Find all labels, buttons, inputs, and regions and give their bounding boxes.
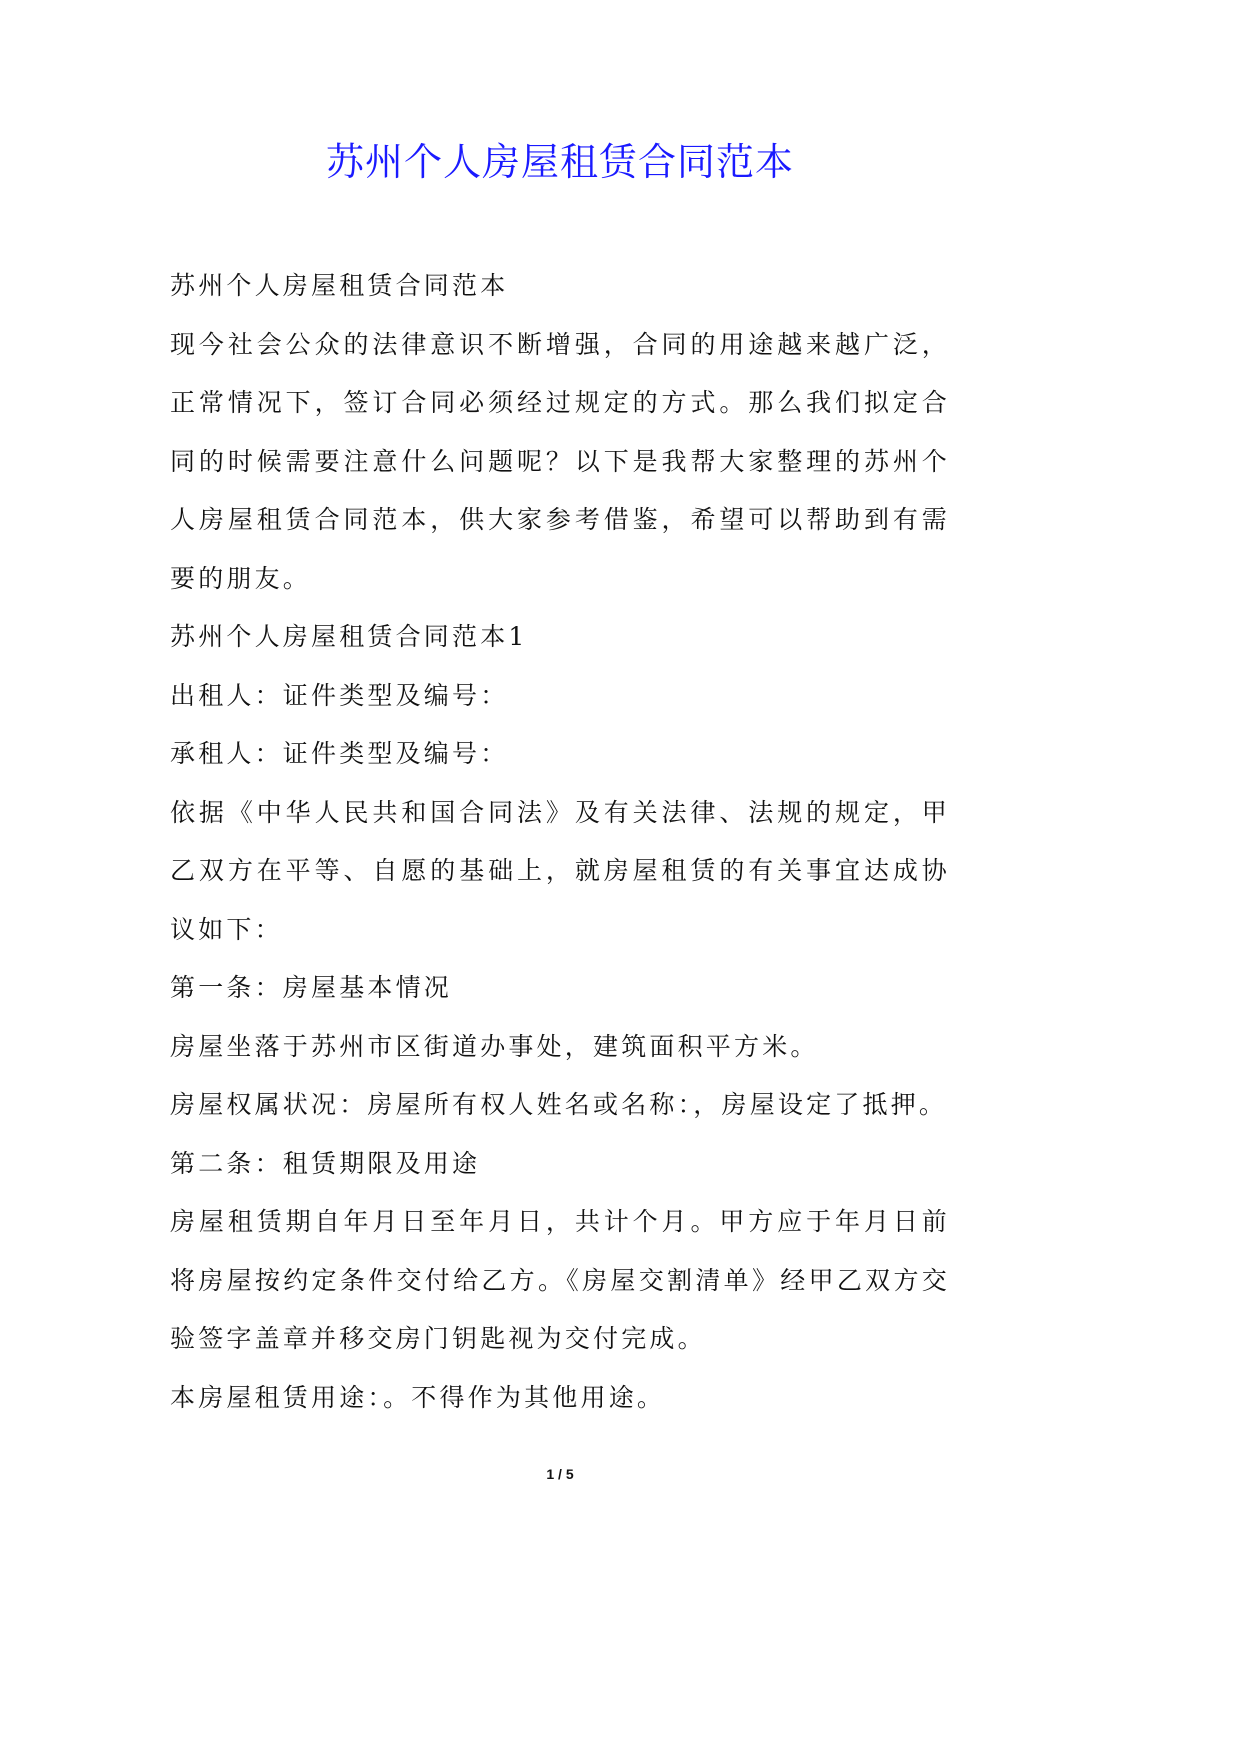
paragraph-lease-term: 房屋租赁期自年月日至年月日，共计个月。甲方应于年月日前将房屋按约定条件交付给乙方。《房屋交割清单》经甲乙双方交验签字盖章并移交房门钥匙视为交付完成。 [170,1207,950,1353]
paragraph-lessee: 承租人：证件类型及编号： [170,739,509,768]
paragraph-lessor: 出租人：证件类型及编号： [170,680,509,710]
paragraph-lease-purpose: 本房屋租赁用途：。不得作为其他用途。 [170,1382,666,1412]
paragraph-article-2-heading: 第二条：租赁期限及用途 [170,1148,481,1178]
paragraph-contract-heading: 苏州个人房屋租赁合同范本1 [170,622,528,651]
paragraph-property-location: 房屋坐落于苏州市区街道办事处，建筑面积平方米。 [170,1031,819,1061]
paragraph-subtitle: 苏州个人房屋租赁合同范本 [170,271,509,300]
paragraph-legal-basis: 依据《中华人民共和国合同法》及有关法律、法规的规定，甲乙双方在平等、自愿的基础上，就房屋租赁的有关事宜达成协议如下： [170,797,950,944]
page-indicator: 1 / 5 [546,1466,574,1482]
paragraph-intro: 现今社会公众的法律意识不断增强，合同的用途越来越广泛，正常情况下，签订合同必须经过规定的方式。那么我们拟定合同的时候需要注意什么问题呢？以下是我帮大家整理的苏州个人房屋租赁合同范本，供大家参考借鉴，希望可以帮助到有需要的朋友。 [170,329,950,593]
document-body [170,257,950,1427]
paragraph-article-1-heading: 第一条：房屋基本情况 [170,973,453,1002]
paragraph-property-ownership: 房屋权属状况：房屋所有权人姓名或名称：，房屋设定了抵押。 [170,1090,948,1119]
document-title: 苏州个人房屋租赁合同范本 [325,140,794,184]
